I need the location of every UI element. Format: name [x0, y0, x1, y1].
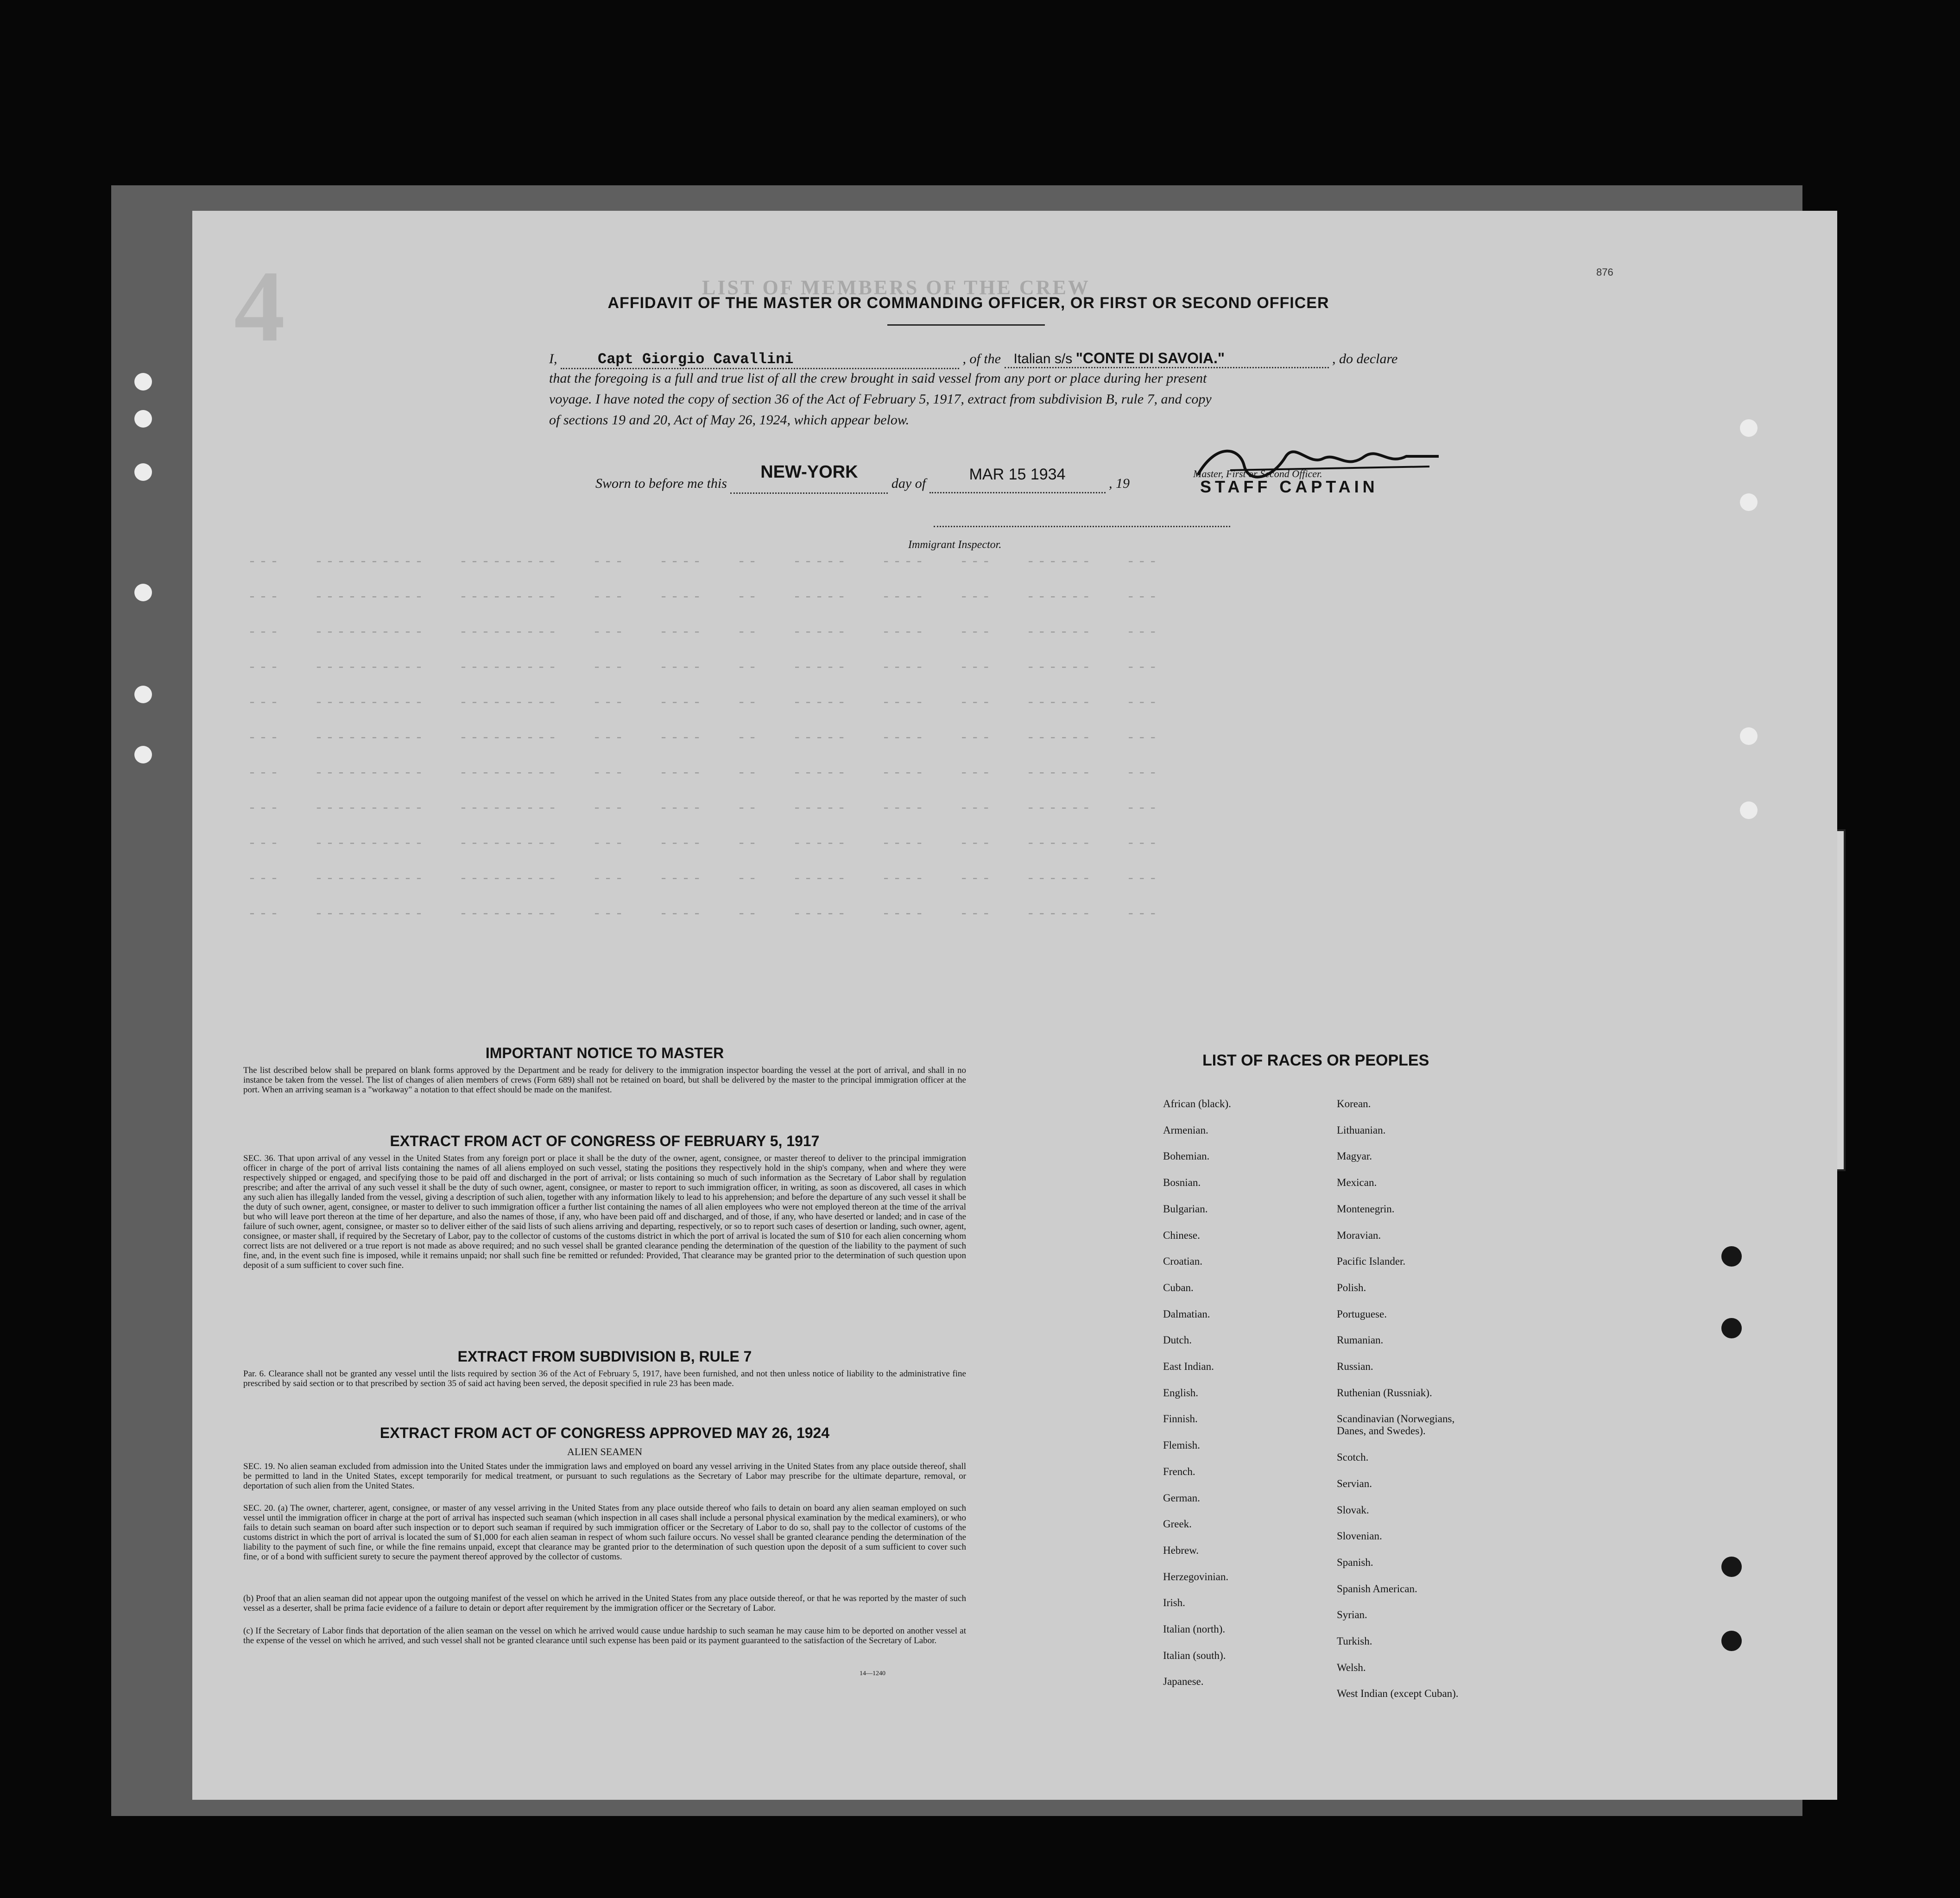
race-item: West Indian (except Cuban). — [1337, 1688, 1459, 1700]
race-item: Herzegovinian. — [1163, 1570, 1229, 1583]
race-item: Syrian. — [1337, 1609, 1367, 1621]
race-item: African (black). — [1163, 1098, 1231, 1110]
vessel-name: "CONTE DI SAVOIA." — [1075, 350, 1225, 366]
rule-7-text: Par. 6. Clearance shall not be granted any vessel until the lists required by section 36 of the Act of February 5, 1917, have been furnished, and not then unless notice of liability to the administrative fine prescribed by said section or to that prescribed by section 35 of said act having been served, the deposit specified in rule 23 has been made. — [243, 1369, 966, 1388]
declaration-line-1 — [549, 350, 1397, 369]
race-item: Finnish. — [1163, 1413, 1198, 1425]
race-item: Scandinavian (Norwegians, — [1337, 1413, 1455, 1425]
race-item: Polish. — [1337, 1281, 1366, 1293]
binder-hole — [1721, 1318, 1742, 1338]
declaration-line-4: of sections 19 and 20, Act of May 26, 1924, which appear below. — [549, 412, 910, 428]
race-item: Spanish. — [1337, 1556, 1373, 1568]
date-stamp: MAR 15 1934 — [969, 466, 1066, 483]
race-item: Spanish American. — [1337, 1583, 1417, 1595]
race-item: East Indian. — [1163, 1361, 1214, 1372]
race-item: Moravian. — [1337, 1229, 1381, 1241]
act-1924-sec-20c: (c) If the Secretary of Labor finds that deportation of the alien seaman on the vessel on which he arrived would cause undue hardship to such seaman he may cause him to be deported on another vessel at the expense of the vessel on which he arrived, and such vessel shall not be granted clearance until such expense has been paid or its payment guaranteed to the satisfaction of the Secretary of Labor. — [243, 1626, 966, 1646]
act-1924-subtitle: ALIEN SEAMEN — [567, 1446, 642, 1457]
race-item: Armenian. — [1163, 1124, 1208, 1136]
do-declare-label: , do declare — [1332, 351, 1398, 366]
affidavit-title: AFFIDAVIT OF THE MASTER OR COMMANDING OFFICER, OR FIRST OR SECOND OFFICER — [607, 294, 1329, 312]
race-item: Rumanian. — [1337, 1334, 1384, 1346]
sworn-place: NEW-YORK — [760, 462, 858, 482]
race-item: English. — [1163, 1387, 1199, 1399]
race-item: Servian. — [1337, 1477, 1372, 1489]
race-item: Welsh. — [1337, 1661, 1366, 1673]
binder-hole — [1740, 419, 1758, 437]
signature-title-stamp: STAFF CAPTAIN — [1200, 477, 1378, 496]
race-item: Greek. — [1163, 1518, 1192, 1530]
i-label: I, — [549, 351, 557, 366]
race-item: Flemish. — [1163, 1439, 1200, 1451]
binder-hole — [134, 373, 152, 391]
bleed-through-title: LIST OF MEMBERS OF THE CREW — [702, 276, 1090, 299]
races-title: LIST OF RACES OR PEOPLES — [1202, 1052, 1429, 1069]
race-item: Dalmatian. — [1163, 1308, 1210, 1320]
race-item: Lithuanian. — [1337, 1124, 1386, 1136]
binder-hole — [134, 686, 152, 703]
binder-hole — [134, 584, 152, 601]
date-field — [929, 466, 1106, 493]
rule-7-title: EXTRACT FROM SUBDIVISION B, RULE 7 — [457, 1348, 752, 1365]
binder-hole — [1740, 727, 1758, 745]
act-1917-title: EXTRACT FROM ACT OF CONGRESS OF FEBRUARY 5, 1917 — [390, 1133, 820, 1149]
race-item: Bohemian. — [1163, 1150, 1210, 1162]
race-item: Slovenian. — [1337, 1530, 1382, 1542]
of-the-label: , of the — [962, 351, 1001, 366]
sworn-label: Sworn to before me this — [595, 476, 727, 491]
binder-hole — [134, 746, 152, 763]
race-item: Magyar. — [1337, 1150, 1372, 1162]
act-1924-sec-20b: (b) Proof that an alien seaman did not appear upon the outgoing manifest of the vessel on which he arrived in the United States from any place outside thereof, or that he was reported by the master of such vessel as a deserter, shall be prima facie evidence of a failure to detain or deport after requirement by the immigration officer or the Secretary of Labor. — [243, 1594, 966, 1613]
binder-hole — [1721, 1631, 1742, 1651]
vessel-stamp: Italian s/s — [1013, 351, 1073, 366]
sworn-place-field — [730, 462, 888, 494]
race-item: Korean. — [1337, 1098, 1371, 1110]
race-item: Montenegrin. — [1337, 1203, 1395, 1215]
race-item: Bosnian. — [1163, 1177, 1201, 1189]
race-item: Bulgarian. — [1163, 1203, 1208, 1215]
sworn-line — [595, 462, 1130, 494]
year-label: , 19 — [1109, 476, 1130, 491]
bleed-through-rows: --- ---------- --------- --- ---- -- ----- ---- --- ------ --- --- ---------- --------- --- ---- -- ----- ---- --- ------ --- --- ---------- --------- --- ---- -- ----- ---- --- ------ --- --- ---------- --------- --- ---- -- ----- ---- --- ------ --- --- ---------- --------- --- ---- -- ----- ---- --- ------ --- --- ---------- --------- --- ---- -- ----- ---- --- ------ --- --- ---------- --------- --- ---- -- ----- ---- --- ------ --- --- ---------- --------- --- ---- -- ----- ---- --- ------ --- --- ---------- --------- --- ---- -- ----- ---- --- ------ --- --- ---------- --------- --- ---- -- ----- ---- --- ------ --- --- ---------- --------- --- ---- -- ----- ---- --- ------ --- — [248, 554, 1160, 922]
vessel-field — [1005, 350, 1329, 368]
officer-name: Capt Giorgio Cavallini — [561, 351, 959, 369]
affidavit-page — [192, 211, 1837, 1800]
race-item: Irish. — [1163, 1597, 1185, 1609]
race-item: Russian. — [1337, 1361, 1373, 1372]
race-item: Portuguese. — [1337, 1308, 1387, 1320]
race-item: Cuban. — [1163, 1281, 1194, 1293]
binder-hole — [1740, 493, 1758, 511]
race-item: Japanese. — [1163, 1676, 1204, 1688]
notice-title: IMPORTANT NOTICE TO MASTER — [485, 1045, 724, 1061]
day-of-label: day of — [891, 476, 926, 491]
inspector-signature-line — [934, 526, 1230, 528]
race-item: Italian (north). — [1163, 1623, 1226, 1635]
race-item: Chinese. — [1163, 1229, 1200, 1241]
act-1924-sec-19: SEC. 19. No alien seaman excluded from admission into the United States under the immigration laws and employed on board any vessel arriving in the United States from any place outside thereof, shall be permitted to land in the United States, except temporarily for medical treatment, or pursuant to such regulations as the Secretary of Labor may prescribe for the ultimate departure, removal, or deportation of such alien from the United States. — [243, 1462, 966, 1491]
race-item: Slovak. — [1337, 1504, 1369, 1516]
race-item: Turkish. — [1337, 1635, 1372, 1647]
notice-text: The list described below shall be prepared on blank forms approved by the Department and be ready for delivery to the immigration inspector boarding the vessel at the port of arrival, and shall in no instance be taken from the vessel. The list of changes of alien members of crews (Form 689) shall not be retained on board, but shall be delivered by the master to the principal immigration officer at the port. When an arriving seaman is a "workaway" a notation to that effect should be made on the manifest. — [243, 1066, 966, 1095]
race-item: French. — [1163, 1465, 1195, 1477]
race-item: Croatian. — [1163, 1255, 1202, 1267]
signature-caption: Master, First or Second Officer. — [1193, 468, 1322, 479]
page-corner-number: 876 — [1596, 266, 1613, 278]
binder-hole — [1721, 1246, 1742, 1267]
act-1924-sec-20a: SEC. 20. (a) The owner, charterer, agent, consignee, or master of any vessel arriving in the United States from any place outside thereof who fails to detain on board any alien seaman employed on such vessel until the immigration officer in charge at the port of arrival has inspected such seaman (which inspection in all cases shall include a personal physical examination by the medical examiners), or who fails to detain such seaman on board after such inspection or to deport such seaman if required by such immigration officer or the Secretary of Labor to do so, shall pay to the collector of customs of the customs district in which the port of arrival is located the sum of $1,000 for each alien seaman in respect of whom such failure occurs. No vessel shall be granted clearance pending the determination of the liability to the payment of such fine, or while the fine remains unpaid, except that clearance may be granted prior to the determination of such question upon the deposit of a sum sufficient to cover such fine, or of a bond with sufficient surety to secure the payment thereof approved by the collector of customs. — [243, 1503, 966, 1562]
binder-hole — [1721, 1557, 1742, 1577]
race-item: Danes, and Swedes). — [1337, 1425, 1426, 1437]
binder-hole — [134, 463, 152, 481]
race-item: German. — [1163, 1492, 1200, 1504]
race-item: Italian (south). — [1163, 1649, 1226, 1661]
race-item: Ruthenian (Russniak). — [1337, 1387, 1432, 1399]
race-item: Pacific Islander. — [1337, 1255, 1406, 1267]
race-item: Dutch. — [1163, 1334, 1192, 1346]
inspector-caption: Immigrant Inspector. — [908, 539, 1002, 551]
bleed-through-mark: 4 — [234, 250, 285, 363]
declaration-line-2: that the foregoing is a full and true list of all the crew brought in said vessel from any port or place during her present — [549, 371, 1207, 386]
binder-hole — [134, 410, 152, 428]
title-rule — [887, 324, 1045, 326]
race-item: Scotch. — [1337, 1451, 1369, 1463]
declaration-line-3: voyage. I have noted the copy of section 36 of the Act of February 5, 1917, extract from subdivision B, rule 7, and copy — [549, 391, 1212, 407]
binder-hole — [1740, 801, 1758, 819]
form-number: 14—1240 — [860, 1670, 885, 1677]
act-1924-title: EXTRACT FROM ACT OF CONGRESS APPROVED MAY 26, 1924 — [379, 1425, 830, 1441]
race-item: Mexican. — [1337, 1177, 1377, 1189]
act-1917-text: SEC. 36. That upon arrival of any vessel in the United States from any foreign port or place it shall be the duty of the owner, agent, consignee, or master thereof to deliver to the principal immigration officer in charge of the port of arrival lists containing the names of all aliens employed on such vessel, stating the positions they respectively hold in the ship's company, when and where they were respectively shipped or engaged, and specifying those to be paid off and discharged in the port of arrival; or lists containing so much of such information as the Secretary of Labor shall by regulation prescribe; and after the arrival of any such vessel it shall be the duty of such owner, agent, consignee, or master to report to such immigration officer, in writing, as soon as discovered, all cases in which any such alien has illegally landed from the vessel, giving a description of such alien, together with any information likely to lead to his apprehension; and before the departure of any such vessel it shall be the duty of such owner, agent, consignee, or master to deliver to such immigration officer a further list containing the names of all alien employees who were not employed thereon at the time of the arrival but who will leave port thereon at the time of her departure, and also the names of those, if any, who have been paid off and discharged, and of those, if any, who have deserted or landed; and in case of the failure of such owner, agent, consignee, or master so to deliver either of the said lists of such aliens arriving and departing, respectively, or so to report such cases of desertion or landing, such owner, agent, consignee, or master shall, if required by the Secretary of Labor, pay to the collector of customs of the customs district in which the port of arrival is located the sum of $10 for each alien concerning whom correct lists are not delivered or a true report is not made as above required; and no such vessel shall be granted clearance pending the determination of the question of the liability to the payment of such fine, and, in the event such fine is imposed, while it remains unpaid; nor shall such fine be remitted or refunded: Provided, That clearance may be granted prior to the determination of such question upon deposit of a sum sufficient to cover such fine. — [243, 1154, 966, 1270]
race-item: Hebrew. — [1163, 1544, 1199, 1556]
